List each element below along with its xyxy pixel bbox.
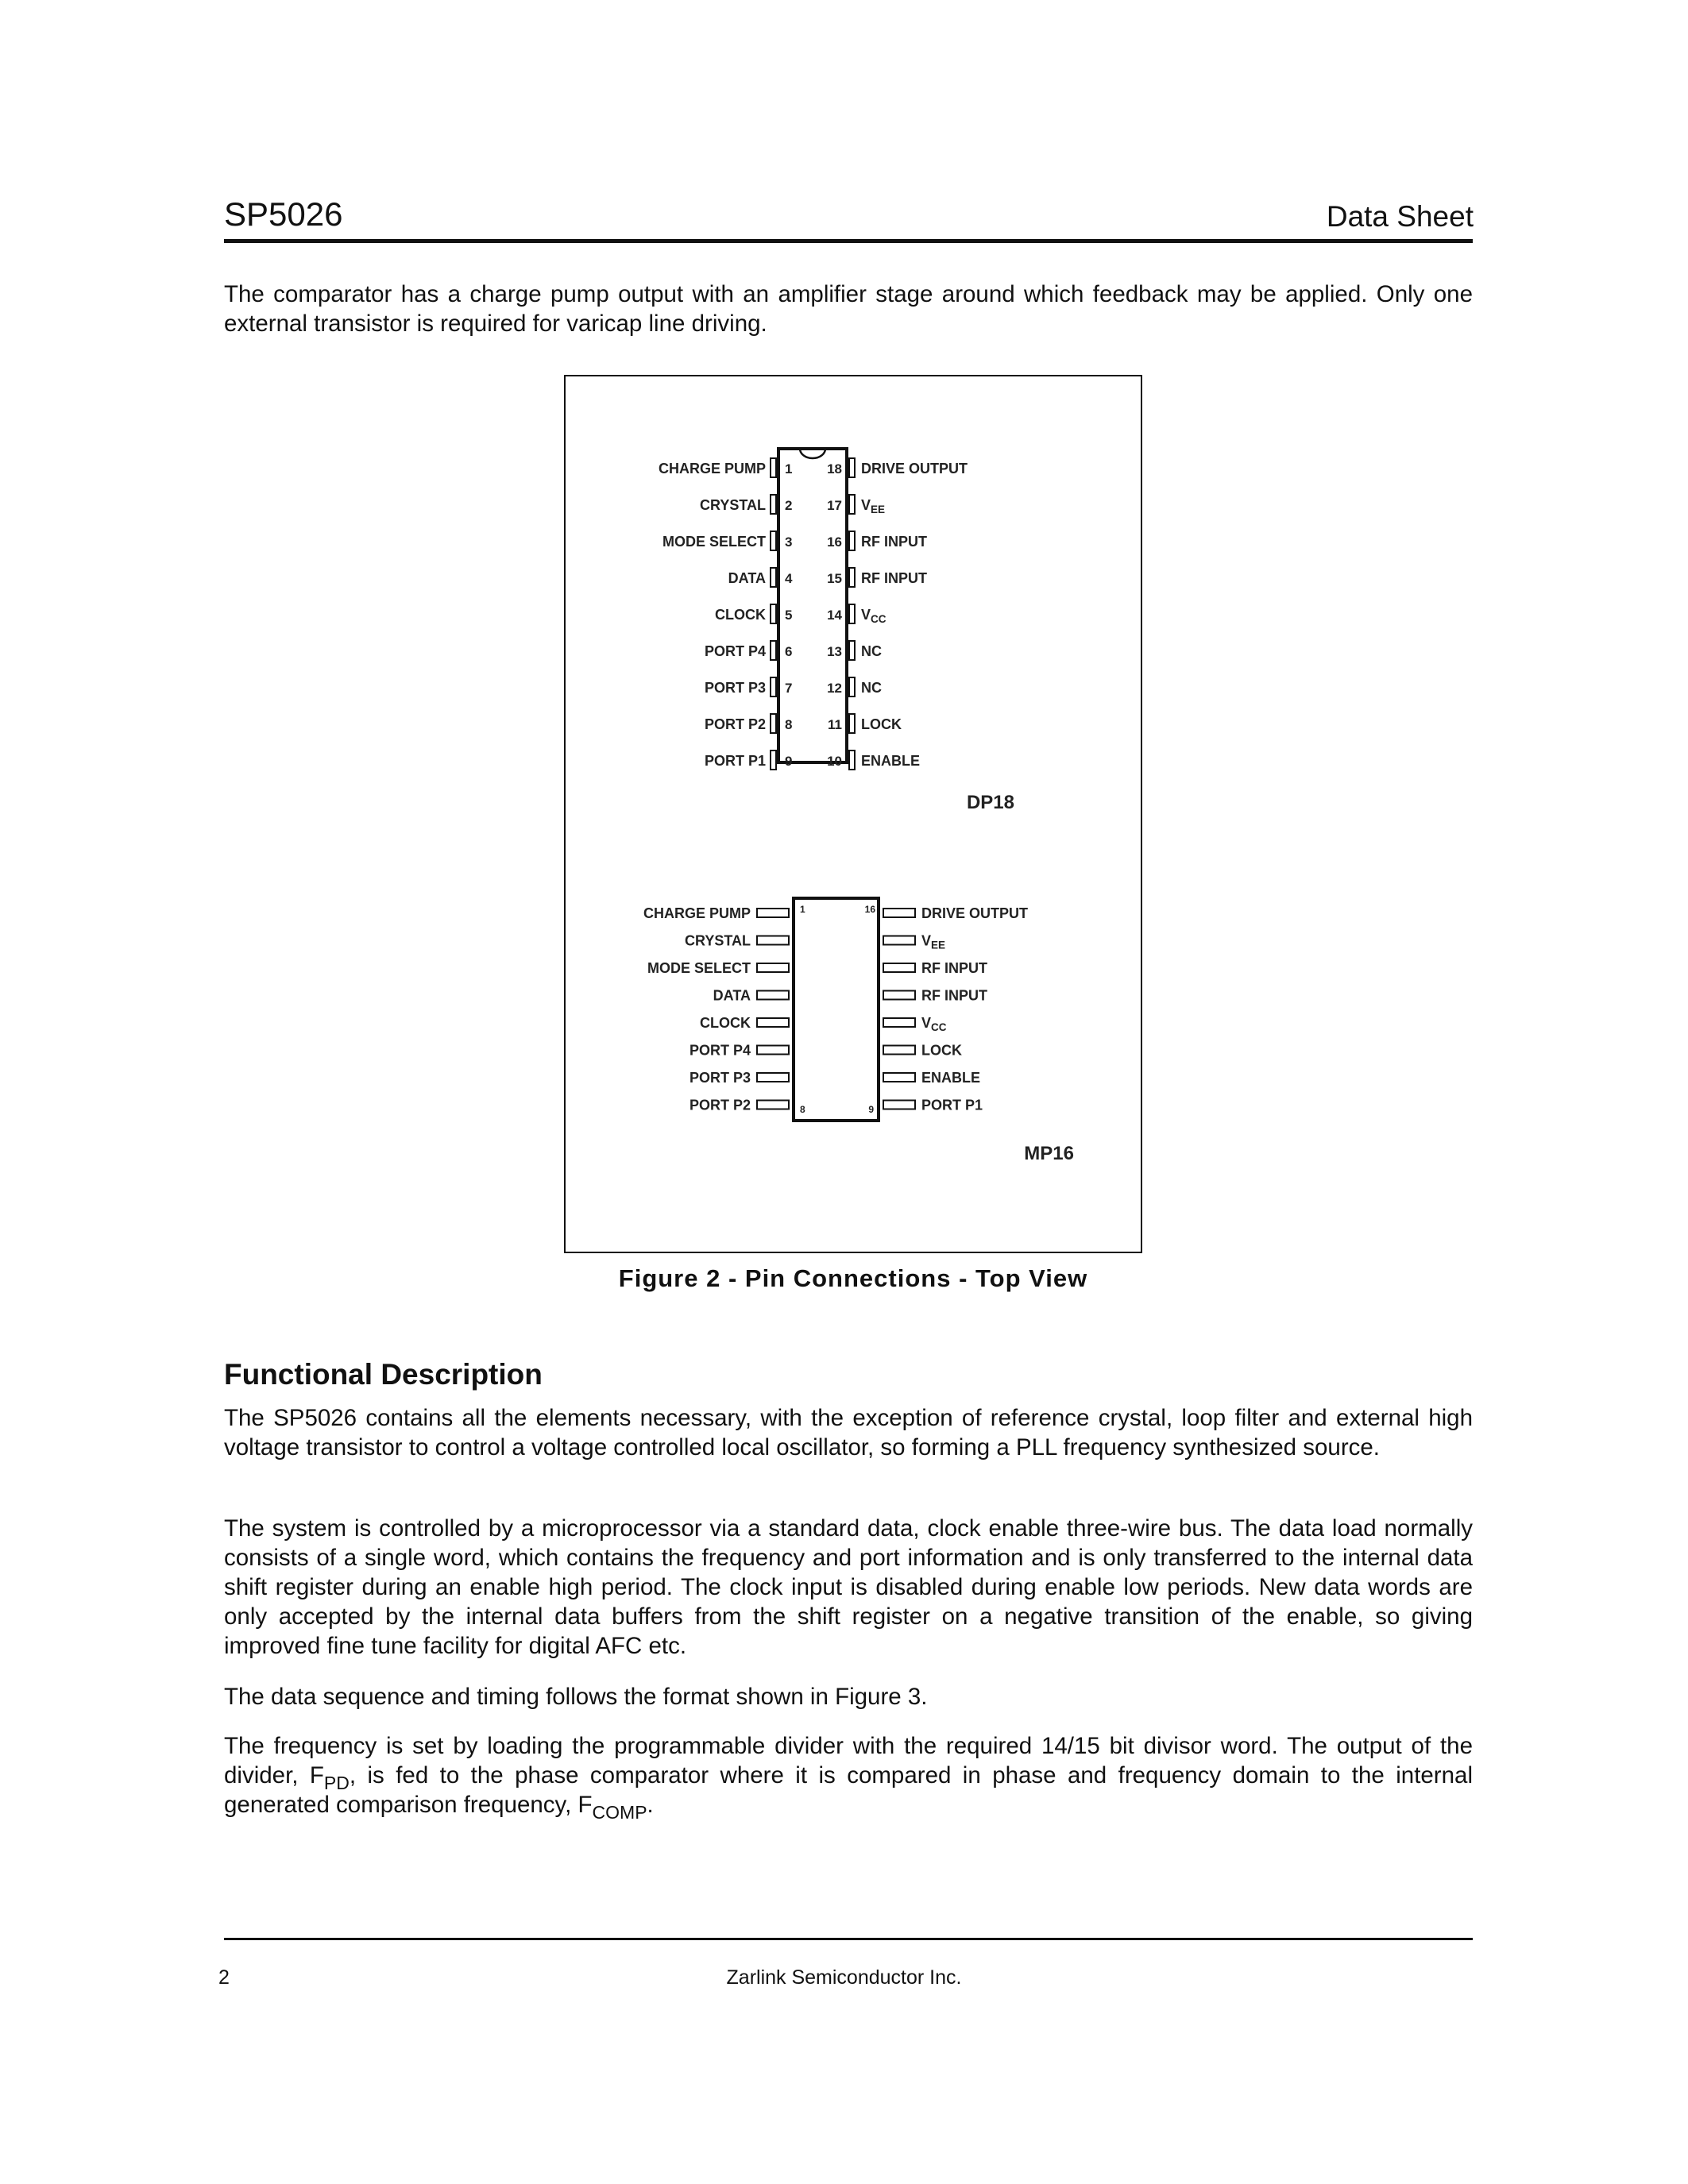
mp16-right-pin-12-lead [883,1018,915,1027]
dp18-pin-3-lead [771,531,776,550]
dp18-pin-18-lead [849,458,855,477]
dp18-package-label: DP18 [966,792,1014,813]
mp16-left-pin-4-label: DATA [713,987,751,1004]
mp16-package-label: MP16 [1024,1143,1074,1164]
mp16-left-pin-5-lead [757,1018,789,1027]
dp18-pin-3-label: MODE SELECT [662,534,766,550]
dp18-pin-9-number: 9 [785,754,793,769]
mp16-right-pin-14-lead [883,963,915,972]
mp16-left-pin-3-lead [757,963,789,972]
dp18-pin-12-number: 12 [827,681,842,696]
dp18-pin-17-label: $V_{EE}$ [861,497,886,515]
mp16-left-pin-2-label: CRYSTAL [685,932,751,949]
pin-connections-figure [564,375,1142,1253]
dp18-pin-13-number: 13 [827,644,842,659]
mp16-right-pin-11-lead [883,1046,915,1055]
mp16-left-pin-4-lead [757,991,789,1000]
dp18-pin-2-number: 2 [785,498,793,513]
paragraph-4-text-c: . [647,1792,654,1818]
dp18-pin-5-lead [771,604,776,623]
dp18-pin-11-label: LOCK [861,716,902,732]
mp16-right-pin-12-label: $V_{CC}$ [921,1015,947,1033]
dp18-pin-15-label: RF INPUT [861,570,927,586]
mp16-body [794,898,879,1121]
mp16-right-pin-9-label: PORT P1 [921,1097,983,1113]
mp16-right-pin-15-label: $V_{EE}$ [921,932,946,951]
mp16-right-pin-14-label: RF INPUT [921,960,987,976]
mp16-left-pin-3-label: MODE SELECT [647,960,751,976]
figure-caption: Figure 2 - Pin Connections - Top View [618,1264,1088,1292]
mp16-right-pin-12-label-subscript: CC [931,1021,947,1033]
dp18-pin-14-label-subscript: CC [871,613,886,625]
dp18-pin-1-label: CHARGE PUMP [658,461,766,477]
dp18-pin-4-lead [771,568,776,587]
mp16-right-pin-16-label: DRIVE OUTPUT [921,905,1029,921]
dp18-pin-8-label: PORT P2 [704,716,766,732]
mp16-pin-1-number: 1 [800,904,805,915]
dp18-pin-7-number: 7 [785,681,793,696]
mp16-left-pin-8-label: PORT P2 [689,1097,751,1113]
dp18-pin-12-lead [849,677,855,696]
dp18-pin-16-label: RF INPUT [861,534,927,550]
dp18-pin-2-label: CRYSTAL [700,497,766,513]
mp16-right-pin-11-label: LOCK [921,1042,962,1059]
dp18-pin-10-number: 10 [827,754,842,769]
dp18-pin-9-label: PORT P1 [704,753,766,769]
pin-diagram [566,376,1140,1251]
header-rule [224,239,1473,243]
paragraph-4-text-b: , is fed to the phase comparator where it is compared in phase and frequency domain to the internal generated comparison frequency, F [224,1762,1473,1818]
footer-rule [224,1938,1473,1940]
dp18-pin-7-lead [771,677,776,696]
dp18-pin-13-lead [849,641,855,660]
dp18-pin-17-label-subscript: EE [871,504,886,515]
dp18-body [778,449,847,762]
mp16-left-pin-1-label: CHARGE PUMP [643,905,751,921]
section-heading: Functional Description [224,1358,543,1391]
dp18-pin-11-lead [849,714,855,733]
mp16-right-pin-13-lead [883,991,915,1000]
fpd-subscript: PD [323,1773,350,1794]
mp16-right-pin-9-lead [883,1101,915,1109]
paragraph-3: The data sequence and timing follows the format shown in Figure 3. [224,1684,928,1710]
dp18-pin-8-number: 8 [785,717,793,732]
footer-company: Zarlink Semiconductor Inc. [726,1966,962,1989]
mp16-left-pin-2-lead [757,936,789,945]
mp16-left-pin-7-lead [757,1073,789,1082]
dp18-pin-18-number: 18 [827,461,842,477]
dp18-pin-10-label: ENABLE [861,753,921,769]
dp18-pin-10-lead [849,751,855,770]
dp18-pin-6-number: 6 [785,644,793,659]
dp18-pin-2-lead [771,495,776,514]
mp16-left-pin-6-lead [757,1046,789,1055]
dp18-pin-14-label: $V_{CC}$ [861,607,886,625]
dp18-pin-5-number: 5 [785,608,793,623]
dp18-pin-1-lead [771,458,776,477]
dp18-pin-15-number: 15 [827,571,842,586]
paragraph-1: The SP5026 contains all the elements necessary, with the exception of reference crystal, loop filter and external high voltage transistor to control a voltage controlled local oscillator, so forming a PLL frequency synthesized source. [224,1405,1473,1461]
dp18-pin-1-number: 1 [785,461,793,477]
mp16-right-pin-10-lead [883,1073,915,1082]
dp18-pin-9-lead [771,751,776,770]
intro-paragraph: The comparator has a charge pump output with an amplifier stage around which feedback may be applied. Only one external transistor is required for varicap line driving. [224,281,1473,337]
dp18-pin-15-lead [849,568,855,587]
mp16-pin-9-number: 9 [868,1104,874,1115]
mp16-left-pin-7-label: PORT P3 [689,1070,751,1086]
dp18-pin-18-label: DRIVE OUTPUT [861,461,968,477]
dp18-pin-16-number: 16 [827,534,842,550]
dp18-pin-11-number: 11 [828,717,842,732]
dp18-pin-12-label: NC [861,680,882,696]
dp18-pin-6-label: PORT P4 [704,643,766,659]
dp18-pin-8-lead [771,714,776,733]
dp18-pin-16-lead [849,531,855,550]
dp18-pin-6-lead [771,641,776,660]
dp18-pin-4-number: 4 [785,571,793,586]
paragraph-4 [224,1731,1473,1823]
mp16-pin-16-number: 16 [864,904,875,915]
mp16-left-pin-5-label: CLOCK [700,1015,751,1031]
page-number: 2 [218,1966,230,1989]
dp18-pin-13-label: NC [861,643,882,659]
mp16-right-pin-16-lead [883,909,915,917]
dp18-pin-14-number: 14 [827,608,842,623]
document-type: Data Sheet [1326,200,1474,233]
dp18-pin-14-lead [849,604,855,623]
fcomp-subscript: COMP [592,1802,647,1823]
paragraph-4-text-a: The frequency is set by loading the programmable divider with the required 14/15 bit divisor word. The output of the divider, F [224,1733,1473,1788]
paragraph-2: The system is controlled by a microprocessor via a standard data, clock enable three-wire bus. The data load normally consists of a single word, which contains the frequency and port information and is only transferred to the internal data shift register during an enable high period. The clock input is disabled during enable low periods. New data words are only accepted by the internal data buffers from the shift register on a negative transition of the enable, so giving improved fine tune facility for digital AFC etc. [224,1515,1473,1659]
mp16-left-pin-1-lead [757,909,789,917]
mp16-left-pin-6-label: PORT P4 [689,1042,751,1059]
dp18-pin-17-number: 17 [827,498,842,513]
mp16-pin-8-number: 8 [800,1104,805,1115]
dp18-pin-4-label: DATA [728,570,766,586]
dp18-pin-5-label: CLOCK [715,607,766,623]
mp16-right-pin-10-label: ENABLE [921,1070,981,1086]
dp18-pin-17-lead [849,495,855,514]
dp18-pin-3-number: 3 [785,534,793,550]
mp16-right-pin-15-label-subscript: EE [931,939,946,951]
mp16-right-pin-15-lead [883,936,915,945]
dp18-pin-7-label: PORT P3 [704,680,766,696]
mp16-left-pin-8-lead [757,1101,789,1109]
mp16-right-pin-13-label: RF INPUT [921,987,987,1004]
document-title: SP5026 [224,195,343,233]
